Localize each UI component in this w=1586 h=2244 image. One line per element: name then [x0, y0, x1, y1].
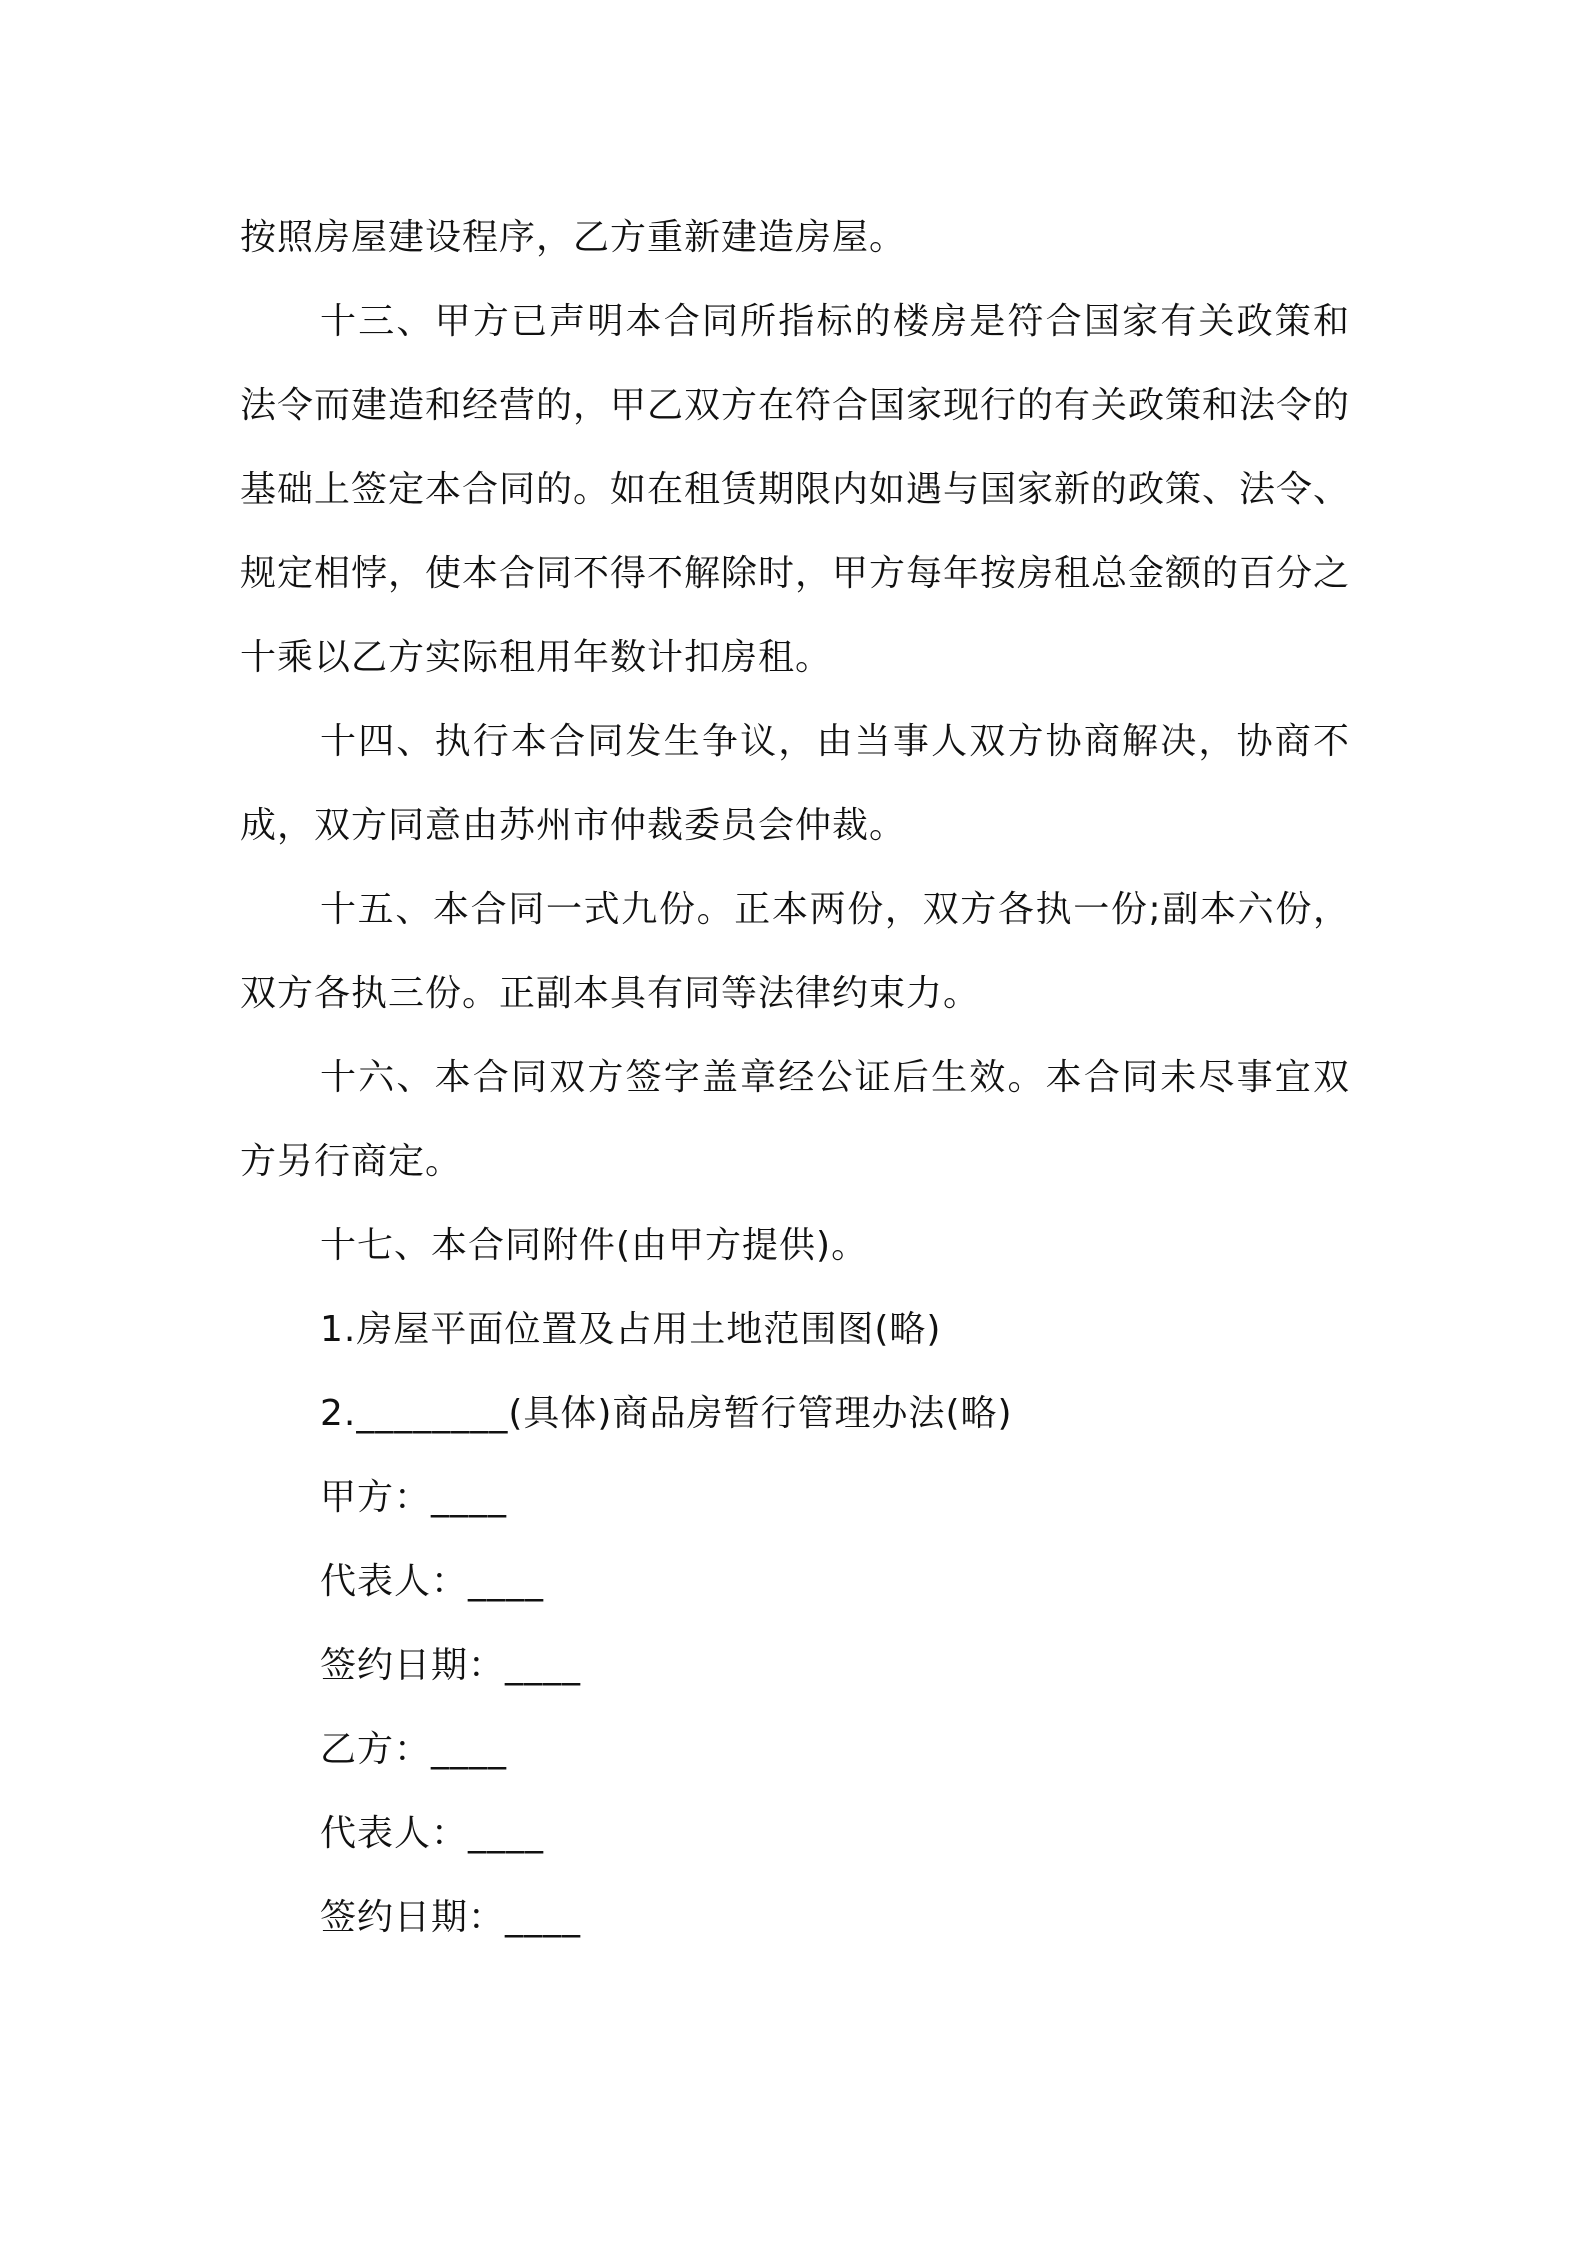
signature-party-a-date: 签约日期：____: [320, 1645, 582, 1686]
signature-party-a: 甲方：____: [320, 1477, 508, 1518]
signature-party-a-representative: 代表人：____: [320, 1561, 545, 1602]
clause-16: 十六、本合同双方签字盖章经公证后生效。本合同未尽事宜双方另行商定。: [240, 1057, 1350, 1182]
clause-15: 十五、本合同一式九份。正本两份，双方各执一份;副本六份，双方各执三份。正副本具有同等法律约束力。: [240, 889, 1350, 1014]
contract-body: [240, 196, 1350, 1960]
clause-13: 十三、甲方已声明本合同所指标的楼房是符合国家有关政策和法令而建造和经营的，甲乙双方在符合国家现行的有关政策和法令的基础上签定本合同的。如在租赁期限内如遇与国家新的政策、法令、规定相悖，使本合同不得不解除时，甲方每年按房租总金额的百分之十乘以乙方实际租用年数计扣房租。: [240, 301, 1351, 678]
signature-party-b: 乙方：____: [320, 1729, 508, 1770]
paragraph-continuation: 按照房屋建设程序，乙方重新建造房屋。: [240, 217, 907, 258]
attachment-2: 2.________(具体)商品房暂行管理办法(略): [320, 1393, 1013, 1434]
signature-party-b-date: 签约日期：____: [320, 1897, 582, 1938]
clause-14: 十四、执行本合同发生争议，由当事人双方协商解决，协商不成，双方同意由苏州市仲裁委员会仲裁。: [240, 721, 1350, 846]
signature-party-b-representative: 代表人：____: [320, 1813, 545, 1854]
clause-17: 十七、本合同附件(由甲方提供)。: [320, 1225, 869, 1266]
attachment-1: 1.房屋平面位置及占用土地范围图(略): [320, 1309, 942, 1350]
